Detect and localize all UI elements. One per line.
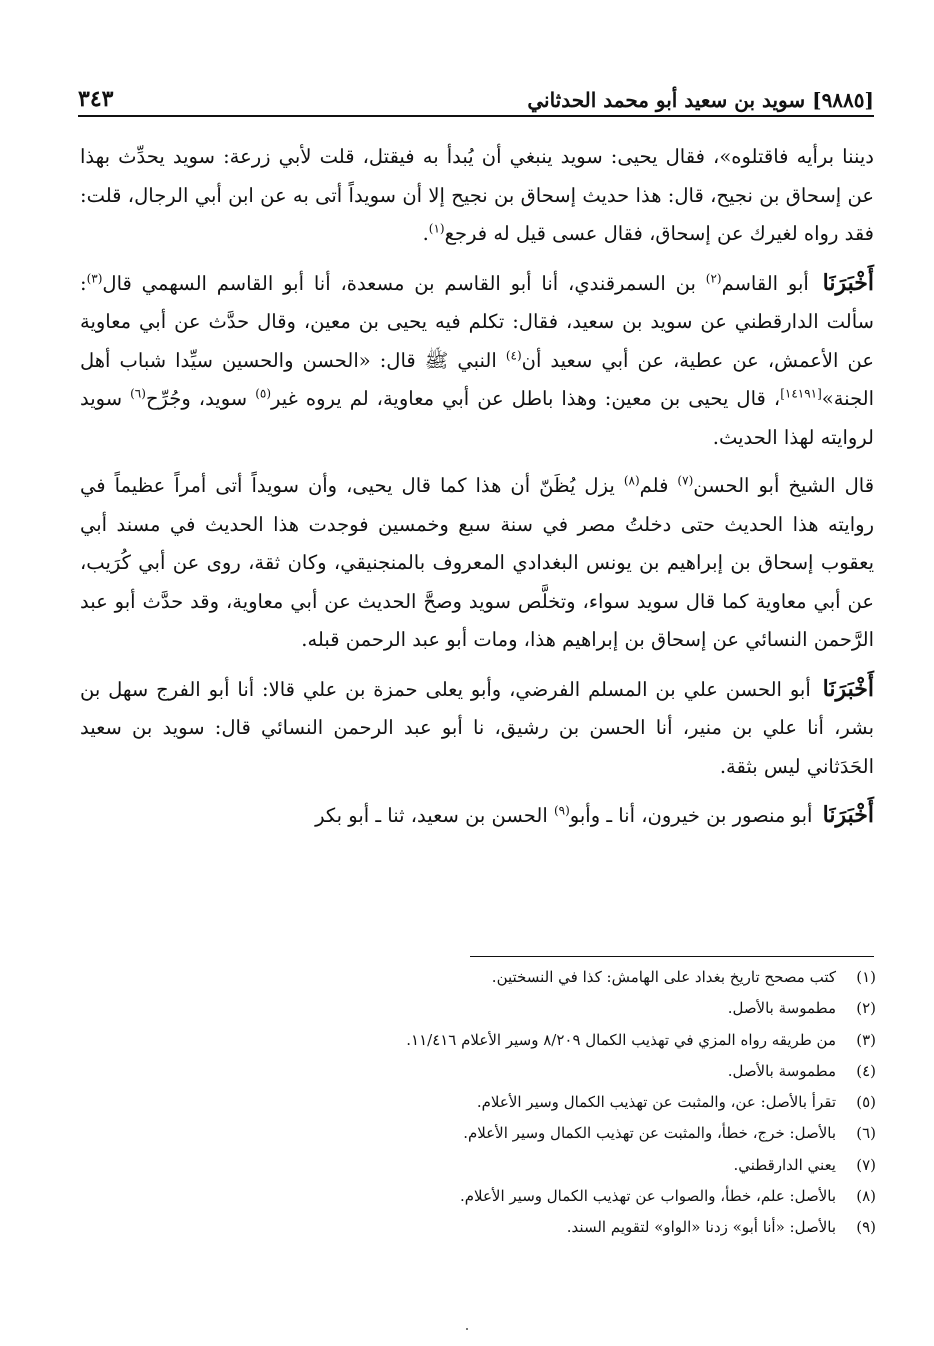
footnote-ref-4[interactable]: (٤) bbox=[505, 348, 522, 362]
akhbarana-heading: أَخْبَرَنَا bbox=[822, 269, 874, 296]
footnote-number: (٩) bbox=[856, 1218, 876, 1237]
footnote-number: (٢) bbox=[856, 999, 876, 1018]
paragraph-1 bbox=[80, 138, 874, 254]
footnote-item bbox=[80, 1062, 876, 1093]
paragraph-3-part-2: فلم bbox=[639, 474, 669, 497]
footnote-number: (١) bbox=[856, 968, 876, 986]
footnote-separator bbox=[470, 956, 874, 957]
hadith-number: [١٤١٩١] bbox=[780, 386, 822, 401]
footnote-item bbox=[80, 999, 876, 1030]
footnote-ref-2[interactable]: (٢) bbox=[705, 271, 722, 285]
footnote-item bbox=[80, 1187, 876, 1218]
paragraph-2 bbox=[80, 264, 874, 458]
footnote-ref-1[interactable]: (١) bbox=[428, 221, 445, 236]
paragraph-2-part-4: النبي ﷺ قال: «الحسن والحسين سيِّدا شباب أهل الجنة» bbox=[80, 348, 875, 410]
main-text bbox=[80, 138, 874, 846]
running-title: [٩٨٨٥] سويد بن سعيد أبو محمد الحدثاني bbox=[527, 88, 874, 112]
paragraph-4-text: أبو الحسن علي بن المسلم الفرضي، وأبو يعلى حمزة بن علي قالا: أنا أبو الفرج سهل بن بشر، أنا علي بن منير، أنا الحسن بن رشيق، نا أبو عبد الرحمن النسائي قال: سويد بن سعيد الحَدَثاني ليس بثقة. bbox=[80, 677, 874, 778]
footnote-item bbox=[80, 1124, 876, 1155]
paragraph-5-part-2: الحسن بن سعيد، ثنا ـ أبو بكر bbox=[315, 804, 548, 827]
paragraph-4 bbox=[80, 670, 874, 787]
paragraph-2-part-2: بن السمرقندي، أنا أبو القاسم بن مسعدة، أنا أبو القاسم السهمي قال bbox=[102, 271, 696, 295]
paragraph-2-part-6: سويد، وجُرِّح bbox=[145, 387, 248, 410]
footnote-number: (٤) bbox=[856, 1061, 876, 1080]
footnote-ref-7[interactable]: (٧) bbox=[677, 473, 694, 488]
akhbarana-heading: أَخْبَرَنَا bbox=[822, 802, 874, 828]
footnote-ref-3[interactable]: (٣) bbox=[86, 271, 103, 285]
footnote-ref-8[interactable]: (٨) bbox=[623, 473, 640, 488]
footnote-item bbox=[80, 1031, 876, 1062]
footnotes bbox=[80, 968, 876, 1250]
paragraph-3-part-1: قال الشيخ أبو الحسن bbox=[693, 474, 875, 497]
paragraph-2-part-1: أبو القاسم bbox=[721, 271, 809, 295]
footnote-text: مطموسة بالأصل. bbox=[727, 1061, 836, 1080]
footnote-text: بالأصل: علم، خطأ، والصواب عن تهذيب الكمال وسير الأعلام. bbox=[459, 1187, 836, 1206]
footnote-text: يعني الدارقطني. bbox=[733, 1155, 836, 1174]
paragraph-2-part-5: ، قال يحيى بن معين: وهذا باطل عن أبي معاوية، لم يروه غير bbox=[271, 387, 781, 410]
scan-speck bbox=[466, 1328, 468, 1330]
paragraph-5 bbox=[80, 796, 874, 836]
paragraph-3-part-3: يزل يُظَنّ أن هذا كما قال يحيى، وأن سويداً أتى أمراً عظيماً في روايته هذا الحديث حتى دخلتُ مصر في سنة سبع وخمسين فوجدت هذا الحديث في مسند أبي يعقوب إسحاق بن إبراهيم بن يونس البغدادي المعروف بالمنجنيقي، وكان ثقة، روى عن أبي كُرَيب، عن أبي معاوية كما قال سويد سواء، وتخلَّص سويد وصحَّ الحديث عن أبي معاوية، وقد حدَّث أبو عبد الرَّحمن النسائي عن إسحاق بن إبراهيم هذا، ومات أبو عبد الرحمن قبله. bbox=[80, 474, 874, 651]
footnote-ref-5[interactable]: (٥) bbox=[255, 386, 272, 401]
footnote-text: كتب مصحح تاريخ بغداد على الهامش: كذا في النسختين. bbox=[491, 968, 836, 986]
header-rule bbox=[78, 115, 874, 117]
footnote-text: بالأصل: خرج، خطأ، والمثبت عن تهذيب الكمال وسير الأعلام. bbox=[463, 1124, 836, 1143]
paragraph-3 bbox=[80, 467, 874, 660]
paragraph-2-part-7: سويد لروايته لهذا الحديث. bbox=[80, 387, 874, 449]
footnote-text: تقرأ بالأصل: عن، والمثبت عن تهذيب الكمال وسير الأعلام. bbox=[476, 1093, 836, 1112]
paragraph-2-part-3: : سألت الدارقطني عن سويد بن سعيد، فقال: تكلم فيه يحيى بن معين، وقال حدَّث عن أبي معاوية عن الأعمش، عن عطية، عن أبي سعيد أن bbox=[80, 271, 874, 372]
footnote-item bbox=[80, 1218, 876, 1249]
akhbarana-heading: أَخْبَرَنَا bbox=[822, 675, 874, 702]
footnote-text: مطموسة بالأصل. bbox=[727, 999, 836, 1018]
footnote-number: (٧) bbox=[856, 1155, 876, 1174]
footnote-number: (٨) bbox=[856, 1187, 876, 1206]
paragraph-5-part-1: أبو منصور بن خيرون، أنا ـ وأبو bbox=[569, 804, 813, 827]
footnote-number: (٥) bbox=[856, 1093, 876, 1112]
page-header bbox=[78, 72, 874, 112]
page-number: ٣٤٣ bbox=[78, 86, 114, 112]
footnote-text: بالأصل: «أنا أبو» زدنا «الواو» لتقويم السند. bbox=[566, 1218, 836, 1237]
footnote-text: من طريقه رواه المزي في تهذيب الكمال ٨/٢٠٩ وسير الأعلام ١١/٤١٦. bbox=[406, 1030, 836, 1049]
paragraph-1-end: . bbox=[422, 222, 429, 245]
paragraph-1-text: ديننا برأيه فاقتلوه»، فقال يحيى: سويد ينبغي أن يُبدأ به فيقتل، قلت لأبي زرعة: سويد يحدِّث بهذا عن إسحاق بن نجيح، قال: هذا حديث إسحاق بن نجيح إلا أن سويداً أتى به عن ابن أبي الرجال، قلت: فقد رواه لغيرك عن إسحاق، فقال عسى قيل له فرجع bbox=[80, 145, 874, 245]
footnote-item bbox=[80, 1156, 876, 1187]
footnote-number: (٣) bbox=[856, 1030, 876, 1049]
footnote-ref-9[interactable]: (٩) bbox=[553, 803, 570, 818]
footnote-ref-6[interactable]: (٦) bbox=[130, 386, 146, 401]
footnote-item bbox=[80, 968, 876, 999]
footnote-item bbox=[80, 1093, 876, 1124]
footnote-number: (٦) bbox=[856, 1124, 876, 1143]
